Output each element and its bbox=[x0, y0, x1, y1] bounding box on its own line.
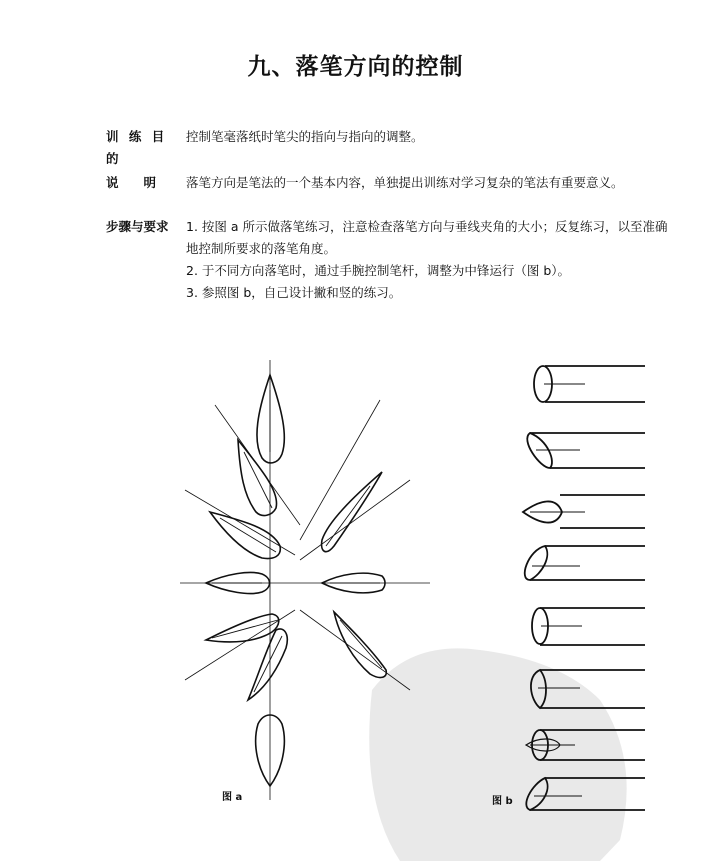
step-item-1: 1. 按图 a 所示做落笔练习，注意检查落笔方向与垂线夹角的大小；反复练习，以至准确地控制所要求的落笔角度。 bbox=[186, 219, 668, 256]
explain-text: 落笔方向是笔法的一个基本内容，单独提出训练对学习复杂的笔法有重要意义。 bbox=[186, 175, 624, 190]
step-item-3: 3. 参照图 b，自己设计撇和竖的练习。 bbox=[186, 285, 402, 300]
figure-b-caption: 图 b bbox=[492, 796, 513, 807]
explain-label: 说 明 bbox=[106, 175, 157, 190]
purpose-label: 训 练 目 的 bbox=[106, 129, 168, 166]
brush-3 bbox=[523, 495, 645, 528]
brush-4 bbox=[525, 546, 645, 580]
brush-2 bbox=[527, 433, 645, 468]
stroke-lower-left-1 bbox=[206, 614, 279, 642]
step-item-2: 2. 于不同方向落笔时，通过手腕控制笔杆，调整为中锋运行（图 b）。 bbox=[186, 263, 571, 278]
seal-watermark bbox=[369, 648, 626, 861]
steps-label: 步骤与要求 bbox=[106, 219, 169, 234]
figure-a-caption: 图 a bbox=[222, 792, 243, 803]
stroke-top bbox=[257, 375, 284, 463]
brush-5 bbox=[532, 608, 645, 645]
purpose-text: 控制笔毫落纸时笔尖的指向与指向的调整。 bbox=[186, 129, 424, 144]
brush-1 bbox=[534, 366, 645, 402]
page-title: 九、落笔方向的控制 bbox=[247, 54, 464, 80]
